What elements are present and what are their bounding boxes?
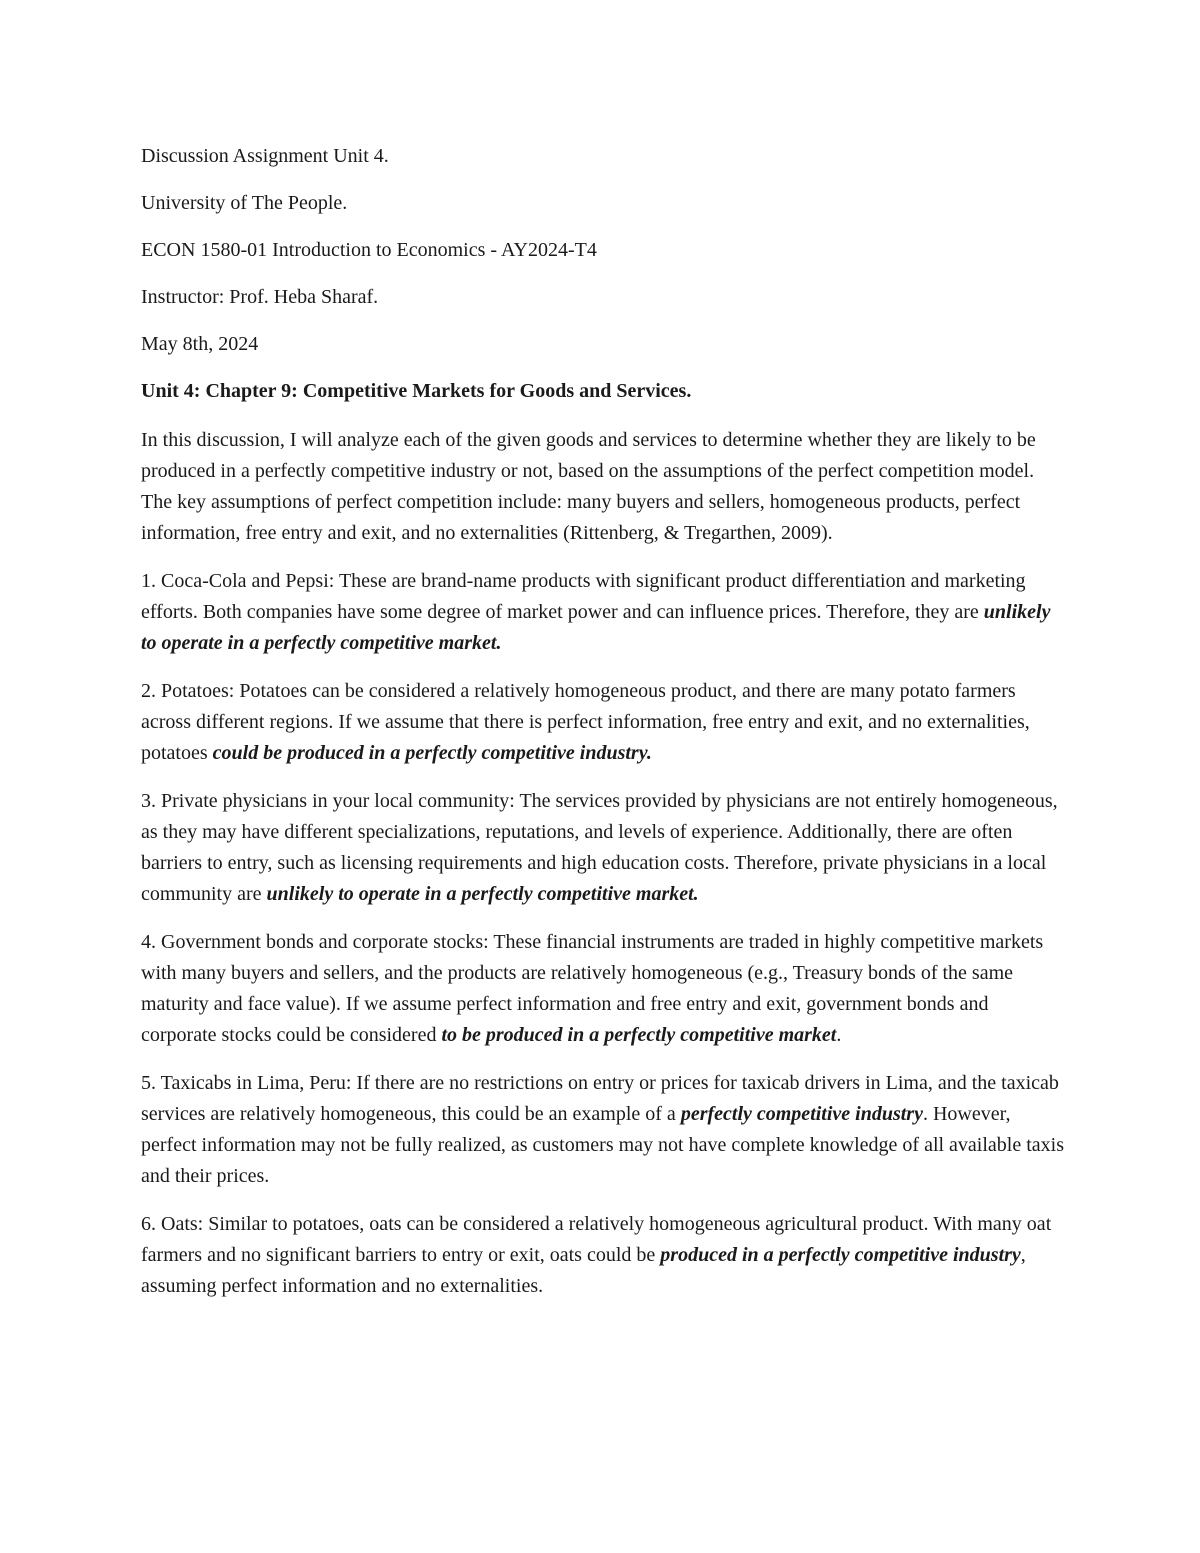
item-text-after: . (836, 1024, 842, 1046)
course-name: ECON 1580-01 Introduction to Economics - AY2024-T4 (141, 239, 597, 261)
assignment-title: Discussion Assignment Unit 4. (141, 145, 389, 167)
item-taxicabs-lima (141, 1068, 1066, 1192)
item-text: 5. Taxicabs in Lima, Peru: If there are no restrictions on entry or prices for taxicab drivers in Lima, and the taxicab services are relatively homogeneous, this could be an example of a (141, 1072, 1059, 1125)
item-private-physicians (141, 786, 1066, 910)
item-oats (141, 1209, 1066, 1302)
submission-date: May 8th, 2024 (141, 333, 259, 355)
item-text: 2. Potatoes: Potatoes can be considered a relatively homogeneous product, and there are many potato farmers across different regions. If we assume that there is perfect information, free entry and exit, and no externalities, potatoes (141, 680, 1030, 764)
item-emphasis: perfectly competitive industry (680, 1103, 923, 1125)
instructor-name: Instructor: Prof. Heba Sharaf. (141, 286, 379, 308)
item-emphasis: unlikely to operate in a perfectly competitive market. (141, 601, 1051, 654)
item-text: 3. Private physicians in your local community: The services provided by physicians are not entirely homogeneous, as they may have different specializations, reputations, and levels of experience. Additionally, there are often barriers to entry, such as licensing requirements and high education costs. Therefore, private physicians in a local community are (141, 790, 1058, 905)
item-text: 1. Coca-Cola and Pepsi: These are brand-name products with significant product differentiation and marketing efforts. Both companies have some degree of market power and can influence prices. Therefore, they are (141, 570, 1026, 623)
item-bonds-stocks (141, 927, 1066, 1051)
university-name: University of The People. (141, 192, 348, 214)
item-emphasis: to be produced in a perfectly competitive market (441, 1024, 837, 1046)
item-potatoes (141, 676, 1066, 769)
section-heading: Unit 4: Chapter 9: Competitive Markets for Goods and Services. (141, 380, 692, 402)
item-text: 4. Government bonds and corporate stocks: These financial instruments are traded in highly competitive markets with many buyers and sellers, and the products are relatively homogeneous (e.g., Treasury bonds of the same maturity and face value). If we assume perfect information and free entry and exit, government bonds and corporate stocks could be considered (141, 931, 1044, 1046)
item-emphasis: could be produced in a perfectly competitive industry. (212, 742, 652, 764)
item-text-after: , assuming perfect information and no externalities. (141, 1244, 1026, 1297)
item-text-after: . However, perfect information may not be fully realized, as customers may not have complete knowledge of all available taxis and their prices. (141, 1103, 1065, 1187)
document-body (141, 143, 1066, 1319)
item-emphasis: unlikely to operate in a perfectly competitive market. (266, 883, 699, 905)
item-emphasis: produced in a perfectly competitive industry (660, 1244, 1021, 1266)
intro-paragraph: In this discussion, I will analyze each of the given goods and services to determine whether they are likely to be produced in a perfectly competitive industry or not, based on the assumptions of the perfect competition model. The key assumptions of perfect competition include: many buyers and sellers, homogeneous products, perfect information, free entry and exit, and no externalities (Rittenberg, & Tregarthen, 2009). (141, 429, 1036, 544)
item-coca-cola-pepsi (141, 566, 1066, 659)
item-text: 6. Oats: Similar to potatoes, oats can be considered a relatively homogeneous agricultural product. With many oat farmers and no significant barriers to entry or exit, oats could be (141, 1213, 1052, 1266)
